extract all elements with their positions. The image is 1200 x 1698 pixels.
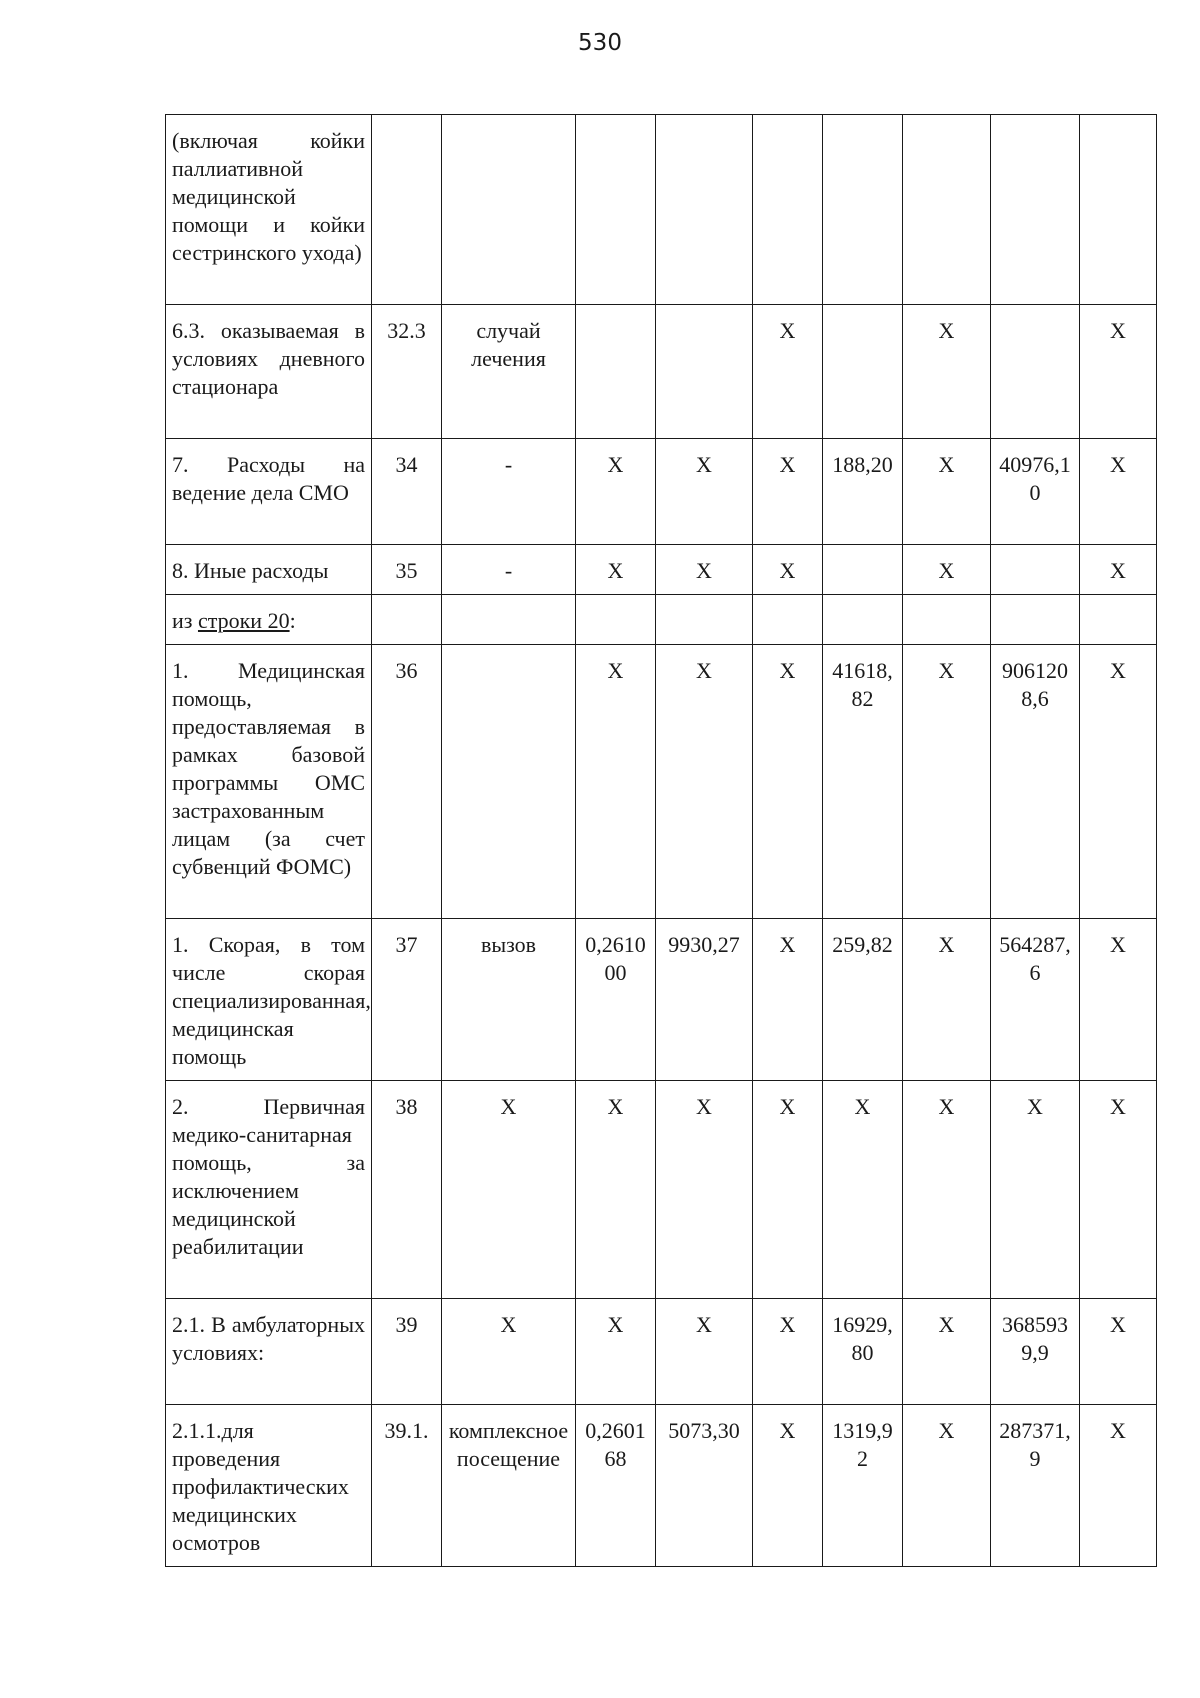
value-cell (753, 115, 823, 305)
value-cell: X (753, 1081, 823, 1299)
value-cell: X (576, 439, 656, 545)
value-cell: X (903, 919, 991, 1081)
row-name: 8. Иные расходы (166, 545, 372, 595)
row-reference-link[interactable]: строки 20 (197, 608, 290, 633)
value-cell: 3685939,9 (991, 1299, 1080, 1405)
value-cell: 9930,27 (656, 919, 753, 1081)
row-name: (включая койки паллиативной медицинской помощи и койки сестринского ухода) (166, 115, 372, 305)
row-number-cell: 39.1. (372, 1405, 442, 1567)
unit-cell: случай лечения (442, 305, 576, 439)
value-cell: X (753, 545, 823, 595)
value-cell: X (1080, 919, 1157, 1081)
value-cell: X (753, 439, 823, 545)
value-cell (823, 595, 903, 645)
value-cell (753, 595, 823, 645)
value-cell: X (1080, 545, 1157, 595)
value-cell: X (753, 645, 823, 919)
value-cell: X (1080, 439, 1157, 545)
value-cell: 1319,92 (823, 1405, 903, 1567)
value-cell: X (903, 1299, 991, 1405)
row-number-cell: 39 (372, 1299, 442, 1405)
value-cell: 287371,9 (991, 1405, 1080, 1567)
row-number-cell: 38 (372, 1081, 442, 1299)
table-row (166, 919, 1157, 1081)
unit-cell: вызов (442, 919, 576, 1081)
value-cell: X (753, 305, 823, 439)
unit-cell: - (442, 439, 576, 545)
value-cell: X (1080, 645, 1157, 919)
value-cell (823, 115, 903, 305)
table-row (166, 545, 1157, 595)
unit-cell (442, 115, 576, 305)
value-cell (823, 545, 903, 595)
unit-cell (442, 645, 576, 919)
value-cell (1080, 595, 1157, 645)
value-cell: X (823, 1081, 903, 1299)
value-cell: 259,82 (823, 919, 903, 1081)
value-cell: X (576, 1081, 656, 1299)
value-cell: X (656, 1081, 753, 1299)
value-cell (576, 305, 656, 439)
value-cell: X (656, 1299, 753, 1405)
value-cell (656, 115, 753, 305)
value-cell (903, 595, 991, 645)
table-row (166, 645, 1157, 919)
page-number: 530 (578, 30, 622, 56)
value-cell: X (576, 1299, 656, 1405)
value-cell: X (903, 545, 991, 595)
value-cell (1080, 115, 1157, 305)
table-row (166, 305, 1157, 439)
financing-table (165, 114, 1157, 1567)
value-cell: X (656, 545, 753, 595)
row-name (166, 595, 372, 645)
value-cell: X (991, 1081, 1080, 1299)
value-cell: 0,261000 (576, 919, 656, 1081)
value-cell: 40976,10 (991, 439, 1080, 545)
row-number-cell: 34 (372, 439, 442, 545)
row-number-cell (372, 115, 442, 305)
row-name-suffix: : (289, 608, 296, 633)
value-cell: X (576, 645, 656, 919)
value-cell: X (903, 645, 991, 919)
value-cell: X (1080, 1299, 1157, 1405)
row-number-cell: 37 (372, 919, 442, 1081)
value-cell: X (753, 919, 823, 1081)
value-cell (991, 305, 1080, 439)
value-cell (903, 115, 991, 305)
value-cell: 9061208,6 (991, 645, 1080, 919)
row-name: 1. Медицинская помощь, предоставляемая в рамках базовой программы ОМС застрахованным лицам (за счет субвенций ФОМС) (166, 645, 372, 919)
row-number-cell: 36 (372, 645, 442, 919)
value-cell (656, 595, 753, 645)
row-name: 1. Скорая, в том числе скорая специализированная, медицинская помощь (166, 919, 372, 1081)
value-cell: X (1080, 1081, 1157, 1299)
value-cell (656, 305, 753, 439)
value-cell (991, 115, 1080, 305)
table-row (166, 595, 1157, 645)
table-row (166, 1405, 1157, 1567)
value-cell (991, 545, 1080, 595)
value-cell (991, 595, 1080, 645)
value-cell: 5073,30 (656, 1405, 753, 1567)
value-cell: X (753, 1299, 823, 1405)
value-cell: X (1080, 1405, 1157, 1567)
value-cell: X (656, 439, 753, 545)
value-cell: 0,260168 (576, 1405, 656, 1567)
value-cell: X (1080, 305, 1157, 439)
row-number-cell (372, 595, 442, 645)
value-cell: 188,20 (823, 439, 903, 545)
value-cell: X (656, 645, 753, 919)
table-row (166, 1299, 1157, 1405)
unit-cell: комплексное посещение (442, 1405, 576, 1567)
unit-cell: X (442, 1299, 576, 1405)
row-number-cell: 35 (372, 545, 442, 595)
value-cell (823, 305, 903, 439)
value-cell: X (576, 545, 656, 595)
value-cell: X (903, 439, 991, 545)
row-name-prefix: из (172, 608, 198, 633)
row-name: 2. Первичная медико-санитарная помощь, за исключением медицинской реабилитации (166, 1081, 372, 1299)
value-cell: X (903, 1405, 991, 1567)
unit-cell: X (442, 1081, 576, 1299)
unit-cell (442, 595, 576, 645)
value-cell: X (903, 1081, 991, 1299)
row-name: 2.1. В амбулаторных условиях: (166, 1299, 372, 1405)
value-cell (576, 115, 656, 305)
row-name: 6.3. оказываемая в условиях дневного стационара (166, 305, 372, 439)
value-cell: 16929,80 (823, 1299, 903, 1405)
row-name: 7. Расходы на ведение дела СМО (166, 439, 372, 545)
value-cell (576, 595, 656, 645)
unit-cell: - (442, 545, 576, 595)
row-name: 2.1.1.для проведения профилактических медицинских осмотров (166, 1405, 372, 1567)
value-cell: X (903, 305, 991, 439)
table-row (166, 439, 1157, 545)
table-row (166, 1081, 1157, 1299)
row-number-cell: 32.3 (372, 305, 442, 439)
value-cell: X (753, 1405, 823, 1567)
value-cell: 41618,82 (823, 645, 903, 919)
table-row (166, 115, 1157, 305)
value-cell: 564287,6 (991, 919, 1080, 1081)
